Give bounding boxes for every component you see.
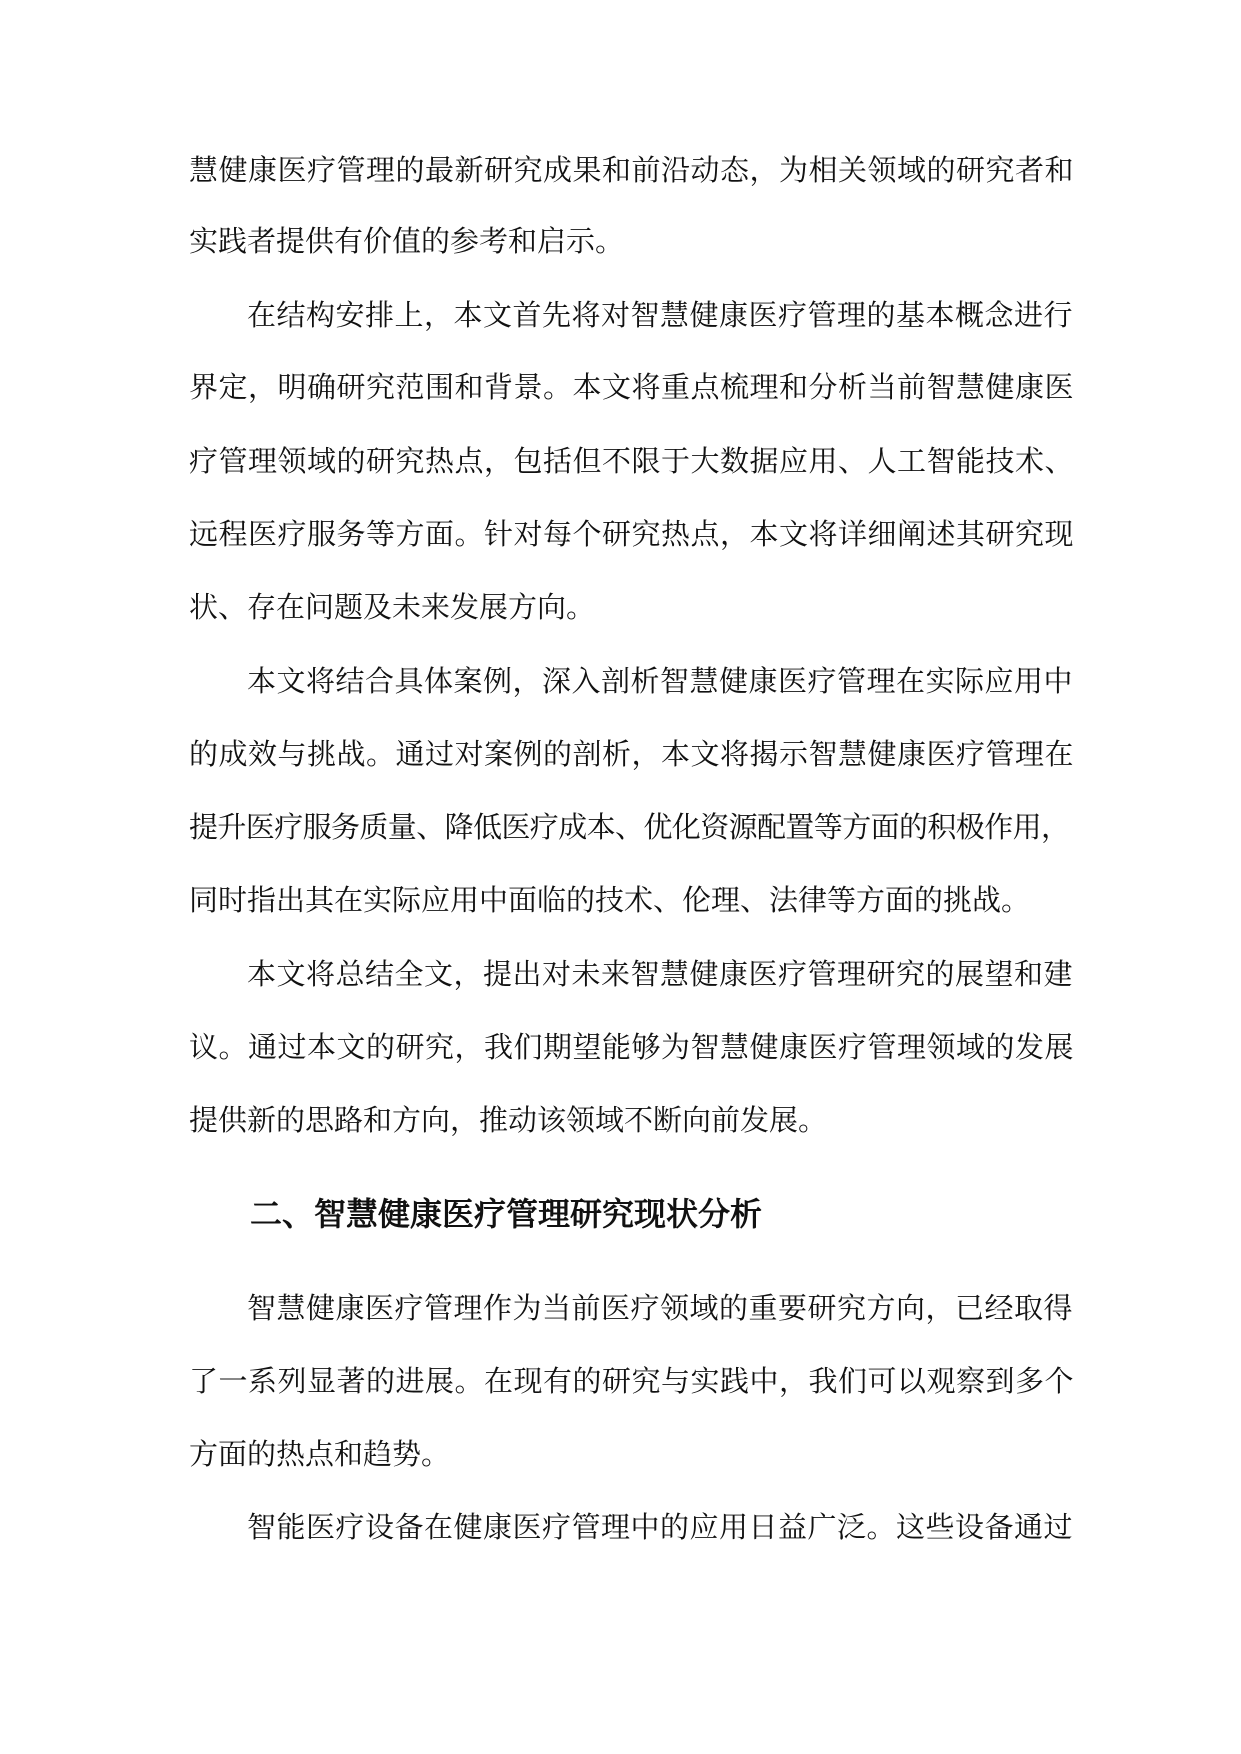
section-heading: 二、智慧健康医疗管理研究现状分析 xyxy=(250,1195,763,1233)
text-line: 智慧健康医疗管理作为当前医疗领域的重要研究方向，已经取得 xyxy=(247,1291,1074,1325)
text-line: 提供新的思路和方向，推动该领域不断向前发展。 xyxy=(189,1103,828,1137)
text-line: 的成效与挑战。通过对案例的剖析，本文将揭示智慧健康医疗管理在 xyxy=(189,737,1075,771)
text-line: 疗管理领域的研究热点，包括但不限于大数据应用、人工智能技术、 xyxy=(189,444,1075,478)
text-line: 远程医疗服务等方面。针对每个研究热点，本文将详细阐述其研究现 xyxy=(189,517,1075,551)
text-line: 在结构安排上，本文首先将对智慧健康医疗管理的基本概念进行 xyxy=(247,298,1074,332)
text-line: 慧健康医疗管理的最新研究成果和前沿动态，为相关领域的研究者和 xyxy=(189,153,1075,187)
text-line: 实践者提供有价值的参考和启示。 xyxy=(189,224,625,258)
text-line: 界定，明确研究范围和背景。本文将重点梳理和分析当前智慧健康医 xyxy=(189,370,1075,404)
text-line: 本文将结合具体案例，深入剖析智慧健康医疗管理在实际应用中 xyxy=(247,664,1074,698)
text-line: 了一系列显著的进展。在现有的研究与实践中，我们可以观察到多个 xyxy=(189,1364,1075,1398)
text-line: 智能医疗设备在健康医疗管理中的应用日益广泛。这些设备通过 xyxy=(247,1510,1074,1544)
text-line: 状、存在问题及未来发展方向。 xyxy=(189,590,596,624)
text-line: 方面的热点和趋势。 xyxy=(189,1437,451,1471)
text-line: 本文将总结全文，提出对未来智慧健康医疗管理研究的展望和建 xyxy=(247,957,1074,991)
text-line: 提升医疗服务质量、降低医疗成本、优化资源配置等方面的积极作用， xyxy=(189,810,1070,844)
text-line: 同时指出其在实际应用中面临的技术、伦理、法律等方面的挑战。 xyxy=(189,883,1031,917)
text-line: 议。通过本文的研究，我们期望能够为智慧健康医疗管理领域的发展 xyxy=(189,1030,1075,1064)
